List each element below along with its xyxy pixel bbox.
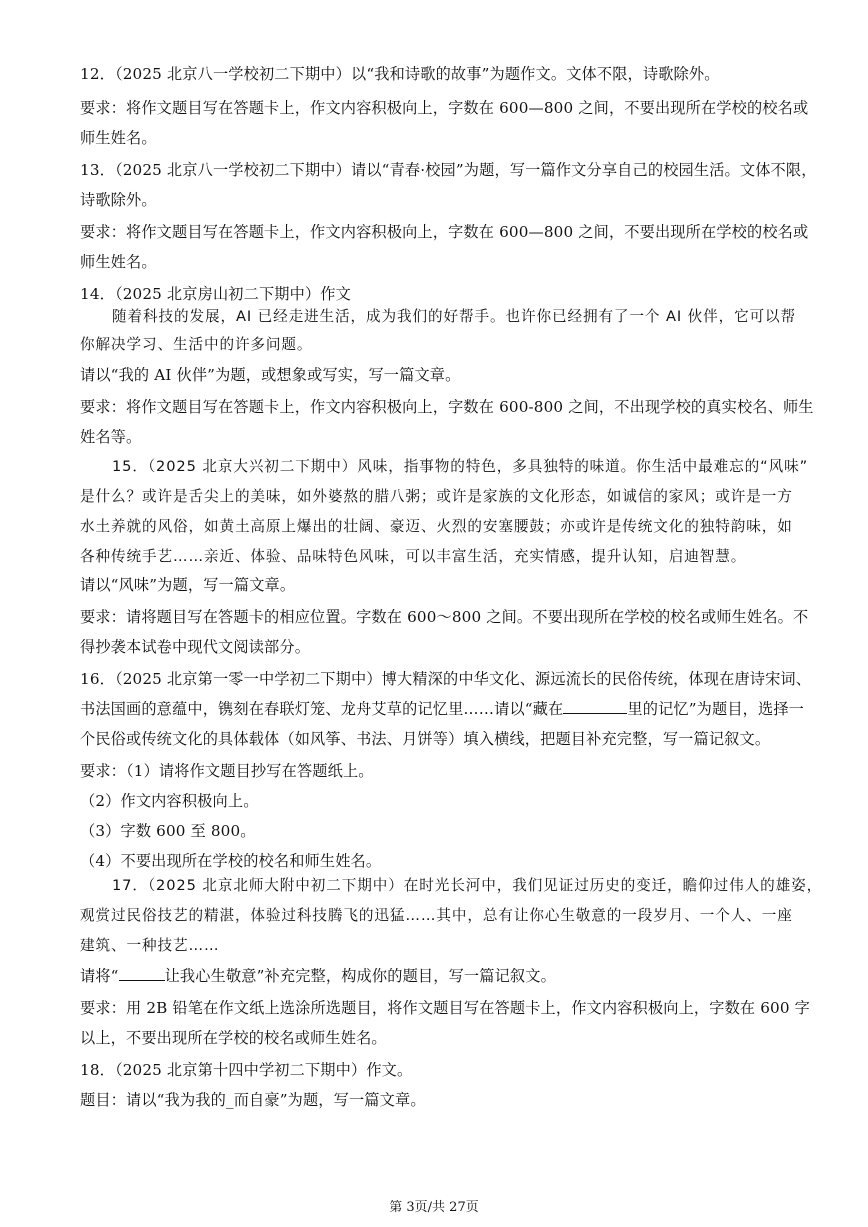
q15-prompt: 请以“风味”为题，写一篇文章。	[80, 576, 296, 594]
q13-prompt-cont: 诗歌除外。	[80, 191, 157, 209]
q14-prompt: 请以“我的 AI 伙伴”为题，或想象或写实，写一篇文章。	[80, 366, 461, 384]
q16-requirement-1: 要求：（1）请将作文题目抄写在答题纸上。	[80, 762, 374, 780]
q14-heading: 14．（2025 北京房山初二下期中）作文	[80, 285, 351, 303]
q17-material-line3: 建筑、一种技艺……	[80, 937, 220, 954]
q17-requirement-cont: 以上，不要出现所在学校的校名或师生姓名。	[80, 1029, 387, 1047]
q15-requirement-cont: 得抄袭本试卷中现代文阅读部分。	[80, 638, 311, 656]
q14-material: 随着科技的发展，AI 已经走进生活，成为我们的好帮手。也许你已经拥有了一个 AI 伙伴，它可以帮	[112, 308, 797, 325]
q15-material: 15．（2025 北京大兴初二下期中）风味，指事物的特色，多具独特的味道。你生活中最难忘的“风味”	[112, 458, 809, 475]
q14-material-cont: 你解决学习、生活中的许多问题。	[80, 336, 313, 353]
q14-requirement-cont: 姓名等。	[80, 428, 142, 446]
q14-requirement: 要求：将作文题目写在答题卡上，作文内容积极向上，字数在 600-800 之间，不出现学校的真实校名、师生	[80, 398, 814, 416]
q16-prompt-line2	[80, 699, 804, 719]
q16-prompt-line3: 个民俗或传统文化的具体载体（如风筝、书法、月饼等）填入横线，把题目补充完整，写一篇记叙文。	[80, 730, 771, 748]
q13-requirement: 要求：将作文题目写在答题卡上，作文内容积极向上，字数在 600—800 之间，不要出现所在学校的校名或	[80, 223, 809, 241]
q17-prompt-after: 让我心生敬意”补充完整，构成你的题目，写一篇记叙文。	[164, 967, 556, 985]
q16-requirement-3: （3）字数 600 至 800。	[80, 822, 256, 840]
q17-fill-blank	[119, 966, 165, 981]
q12-requirement-cont: 师生姓名。	[80, 129, 157, 147]
q16-requirement-4: （4）不要出现所在学校的校名和师生姓名。	[80, 852, 382, 870]
q16-requirement-2: （2）作文内容积极向上。	[80, 792, 259, 810]
page-footer: 第 3页/共 27页	[389, 1200, 479, 1215]
q17-material: 17．（2025 北京北师大附中初二下期中）在时光长河中，我们见证过历史的变迁，瞻仰过伟人的雄姿，	[112, 877, 823, 894]
q16-fill-blank	[563, 699, 627, 714]
q18-prompt: 题目：请以“我为我的_而自豪”为题，写一篇文章。	[80, 1091, 426, 1109]
q17-prompt	[80, 966, 556, 986]
q12-prompt: 12．（2025 北京八一学校初二下期中）以“我和诗歌的故事”为题作文。文体不限，诗歌除外。	[80, 65, 720, 83]
q15-material-line3: 水土养就的风俗，如黄土高原上爆出的壮阔、豪迈、火烈的安塞腰鼓；亦或许是传统文化的独特韵味，如	[80, 518, 793, 535]
q15-material-line4: 各种传统手艺……亲近、体验、品味特色风味，可以丰富生活，充实情感，提升认知，启迪智慧。	[80, 548, 747, 565]
q16-prompt-line2-before: 书法国画的意蕴中，镌刻在春联灯笼、龙舟艾草的记忆里……请以“藏在	[80, 700, 564, 718]
q18-heading: 18．（2025 北京第十四中学初二下期中）作文。	[80, 1061, 413, 1079]
q13-prompt: 13．（2025 北京八一学校初二下期中）请以“青春·校园”为题，写一篇作文分享自己的校园生活。文体不限，	[80, 161, 817, 179]
q12-requirement: 要求：将作文题目写在答题卡上，作文内容积极向上，字数在 600—800 之间，不要出现所在学校的校名或	[80, 99, 809, 117]
q13-requirement-cont: 师生姓名。	[80, 253, 157, 271]
q17-material-line2: 观赏过民俗技艺的精湛，体验过科技腾飞的迅猛……其中，总有让你心生敬意的一段岁月、一个人、一座	[80, 907, 793, 924]
q17-requirement: 要求：用 2B 铅笔在作文纸上选涂所选题目，将作文题目写在答题卡上，作文内容积极向上，字数在 600 字	[80, 999, 810, 1017]
q17-prompt-before: 请将“	[80, 967, 119, 985]
q15-requirement: 要求：请将题目写在答题卡的相应位置。字数在 600～800 之间。不要出现所在学校的校名或师生姓名。不	[80, 608, 809, 626]
q16-prompt-line2-after: 里的记忆”为题目，选择一	[627, 700, 805, 718]
q16-prompt: 16．（2025 北京第一零一中学初二下期中）博大精深的中华文化、源远流长的民俗传统，体现在唐诗宋词、	[80, 670, 812, 688]
q15-material-line2: 是什么？或许是舌尖上的美味，如外婆熬的腊八粥；或许是家族的文化形态，如诚信的家风；或许是一方	[80, 488, 793, 505]
